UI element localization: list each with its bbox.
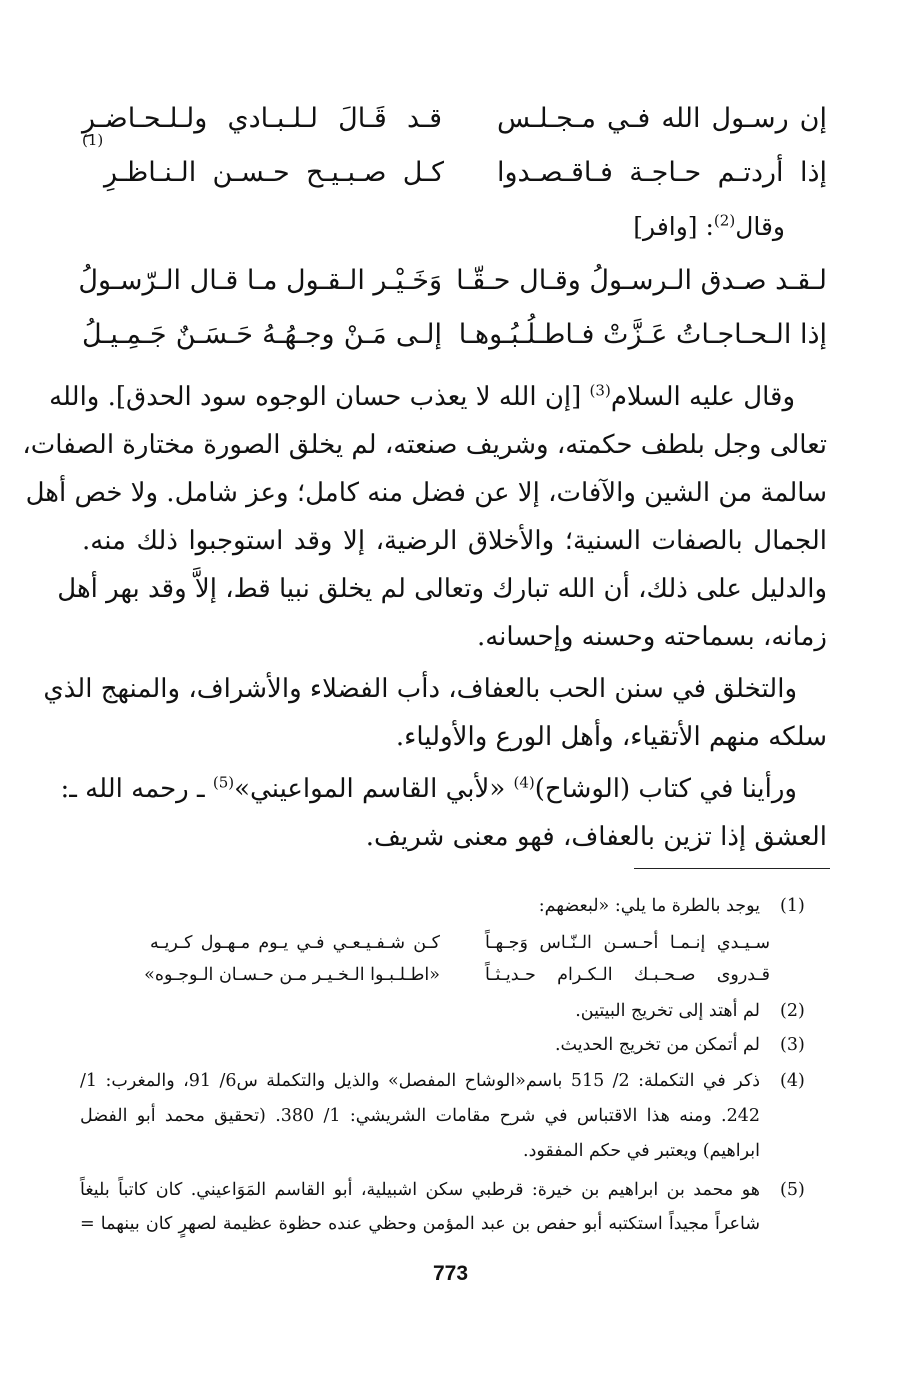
- footnote-text: ذكر في التكملة: 2/ 515 باسم«الوشاح المفصل» والذيل والتكملة س6/ 91، والمغرب: 1/: [80, 1071, 760, 1091]
- verse-line: [82, 312, 827, 358]
- paragraph-line: والدليل على ذلك، أن الله تبارك وتعالى لم يخلق نبيا قط، إلاَّ وقد بهر أهل: [57, 574, 827, 604]
- verse-hemistich-second: كـل صـبـيـح حـسـن الـنـاظـرِ: [104, 157, 444, 188]
- footnote-ref: (3): [589, 381, 611, 400]
- footnote-verse: سـيـدي إنـمـا أحـسـن الـنّـاس وَجـهـاً كـن شـفـيـعـي فـي يـوم مـهـول كـريـه: [150, 933, 770, 953]
- page-number: 773: [432, 1262, 469, 1285]
- footnote-number: (4): [780, 1071, 805, 1091]
- footnote-text: يوجد بالطرة ما يلي: «لبعضهم:: [538, 896, 760, 916]
- paragraph-line: سالمة من الشين والآفات، إلا عن فضل منه كامل؛ وعز شامل. ولا خص أهل: [25, 478, 827, 508]
- verse-hemistich-second: قـد قَـالَ لـلـبـادي ولـلـحـاضـرِ: [82, 103, 442, 134]
- paragraph-line: العشق إذا تزين بالعفاف، فهو معنى شريف.: [365, 822, 827, 852]
- verse-hemistich-second: وَخَـيْـر الـقـول مـا قـال الـرّسـولُ: [78, 265, 442, 296]
- meter-label: : [وافر]: [633, 212, 714, 241]
- footnote-text: شاعراً مجيداً استكتبه أبو حفص بن عبد المؤمن وحظي عنده حظوة عظيمة لصهرٍ كان بينهما =: [80, 1214, 760, 1234]
- paragraph-line: زمانه، بسماحته وحسنه وإحسانه.: [476, 622, 827, 652]
- intro-text: وقال: [735, 212, 785, 241]
- paragraph-line: ورأينا في كتاب (الوشاح)$^{(4)}$ «لأبي القاسم المواعيني»$^{(5)}$ ـ رحمه الله ـ:: [60, 773, 797, 804]
- meter-intro: [82, 203, 827, 250]
- verse-line: [82, 96, 827, 142]
- footnote-separator: [634, 868, 830, 869]
- paragraph-line: الجمال بالصفات السنية؛ والأخلاق الرضية، إلا وقد استوجبوا ذلك منه.: [82, 526, 827, 556]
- footnote-number: (1): [780, 896, 805, 916]
- footnote-number: (3): [780, 1035, 805, 1055]
- verse-hemistich-first: لـقـد صـدق الـرسـولُ وقـال حـقّـا: [456, 265, 827, 296]
- paragraph-line: تعالى وجل بلطف حكمته، وشريف صنعته، لم يخلق الصورة مختارة الصفات،: [22, 430, 827, 460]
- footnote-text: هو محمد بن ابراهيم بن خيرة: قرطبي سكن اشبيلية، أبو القاسم المَوَاعيني. كان كاتباً بليغاً: [80, 1180, 760, 1200]
- footnote-ref: (2): [713, 211, 736, 230]
- verse-line: إذا أردتـم حـاجـة فـاقـصـدوا كـل صـبـيـح حـسـن الـنـاظـرِ (1): [82, 150, 827, 196]
- footnote-text: ابراهيم) ويعتبر في حكم المفقود.: [523, 1141, 760, 1161]
- footnote-number: (2): [780, 1001, 805, 1021]
- footnote-verse: قـدروى صـحـبـك الـكـرام حـديـثـاً «اطـلـبـوا الـخـيـر مـن حـسـان الـوجـوه»: [144, 965, 770, 985]
- footnote-ref: (5): [212, 773, 235, 792]
- footnote-text: لم أهتد إلى تخريج البيتين.: [575, 1001, 760, 1021]
- verse-hemistich-second: إلـى مَـنْ وجـهُـهُ حَـسَـنٌ جَـمِـيـلُ: [82, 319, 442, 350]
- footnote-number: (5): [780, 1180, 805, 1200]
- paragraph-line: وقال عليه السلام$^{(3)}$ [إن الله لا يعذب حسان الوجوه سود الحدق]. والله: [49, 381, 795, 412]
- verse-hemistich-first: إذا أردتـم حـاجـة فـاقـصـدوا: [497, 157, 827, 188]
- verse-hemistich-first: إذا الـحـاجـاتُ عَـزَّتْ فـاطـلُـبُـوهـا: [458, 319, 827, 350]
- verse-hemistich-first: إن رسـول الله فـي مـجـلـس: [497, 103, 827, 134]
- footnote-text: 242. ومنه هذا الاقتباس في شرح مقامات الشريشي: 1/ 380. (تحقيق محمد أبو الفضل: [80, 1106, 760, 1126]
- paragraph-line: والتخلق في سنن الحب بالعفاف، دأب الفضلاء والأشراف، والمنهج الذي: [43, 674, 797, 704]
- verse-line: [78, 258, 827, 304]
- footnote-ref: (4): [513, 773, 535, 792]
- paragraph-line: سلكه منهم الأتقياء، وأهل الورع والأولياء.: [395, 722, 827, 752]
- footnote-text: لم أتمكن من تخريج الحديث.: [554, 1035, 760, 1055]
